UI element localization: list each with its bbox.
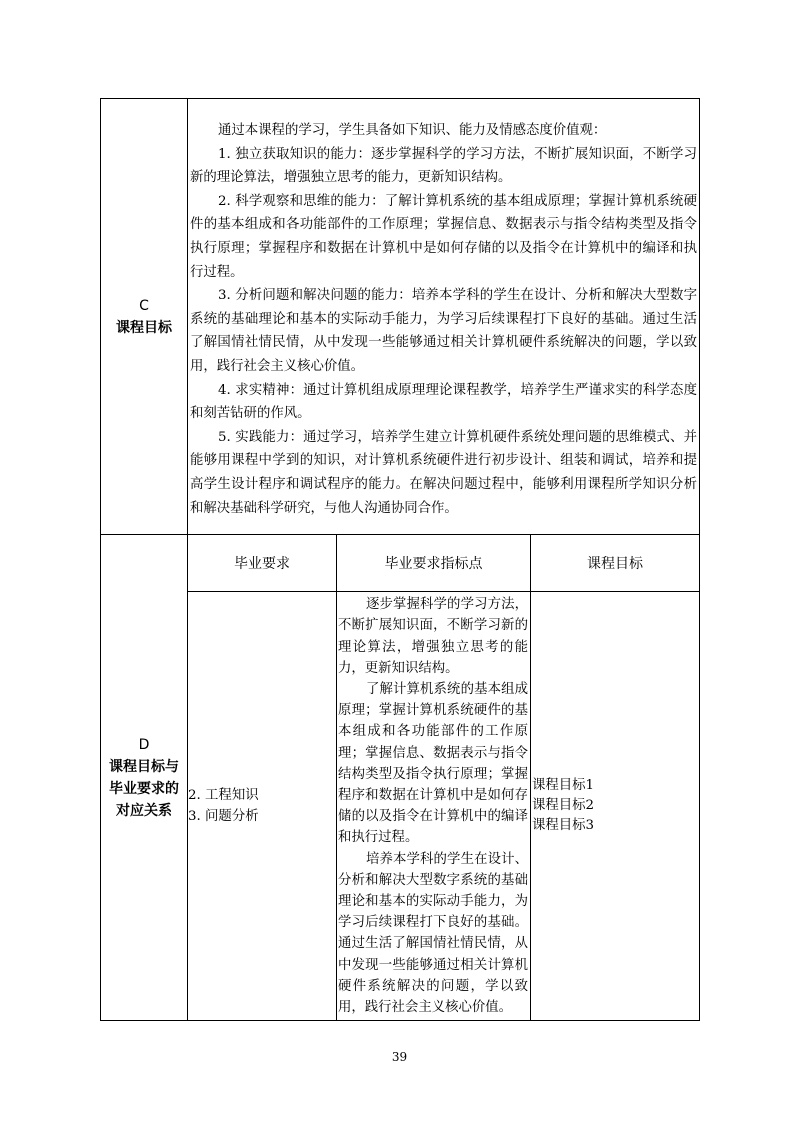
mapping-table xyxy=(188,535,699,1020)
course-goal-item: 1. 独立获取知识的能力：逐步掌握科学的学习方法，不断扩展知识面，不断学习新的理论算法，增强独立思考的能力，更新知识结构。 xyxy=(190,146,697,186)
indicator-item: 了解计算机系统的基本组成原理；掌握计算机系统硬件的基本组成和各功能部件的工作原理；掌握信息、数据表示与指令结构类型及指令执行原理；掌握程序和数据在计算机中是如何存储的以及指令在计算机中的编译和执行过程。 xyxy=(338,681,528,846)
section-c-row xyxy=(101,99,700,535)
section-c-letter: C xyxy=(139,297,149,314)
section-d-row xyxy=(101,535,700,1021)
requirements-cell xyxy=(188,592,337,1021)
header-indicator: 毕业要求指标点 xyxy=(337,535,531,592)
section-d-title-line: 对应关系 xyxy=(116,802,172,819)
course-goal-intro: 通过本课程的学习，学生具备如下知识、能力及情感态度价值观： xyxy=(218,123,607,138)
section-d-title-line: 课程目标与 xyxy=(109,758,179,775)
course-goal-item: 5. 实践能力：通过学习，培养学生建立计算机硬件系统处理问题的思维模式、并能够用课程中学到的知识，对计算机系统硬件进行初步设计、组装和调试，培养和提高学生设计程序和调试程序的能力。在解决问题过程中，能够利用课程所学知识分析和解决基础科学研究，与他人沟通协同合作。 xyxy=(190,429,697,516)
page-number: 39 xyxy=(391,1050,408,1064)
mapping-data-row xyxy=(188,592,699,1021)
requirement-item: 3. 问题分析 xyxy=(188,809,259,825)
mapping-header-row xyxy=(188,535,699,592)
course-goal-item: 2. 科学观察和思维的能力：了解计算机系统的基本组成原理；掌握计算机系统硬件的基本组成和各功能部件的工作原理；掌握信息、数据表示与指令结构类型及指令执行原理；掌握程序和数据在计算机中是如何存储的以及指令在计算机中的编译和执行过程。 xyxy=(190,193,697,280)
requirement-item: 2. 工程知识 xyxy=(188,788,259,804)
header-requirement: 毕业要求 xyxy=(188,535,337,592)
indicator-item: 培养本学科的学生在设计、分析和解决大型数字系统的基础理论和基本的实际动手能力，为学习后续课程打下良好的基础。通过生活了解国情社情民情，从中发现一些能够通过相关计算机硬件系统解决的问题，学以致用，践行社会主义核心价值。 xyxy=(338,851,528,1015)
header-goal: 课程目标 xyxy=(531,535,700,592)
section-d-label xyxy=(101,535,188,1021)
mapping-cell xyxy=(188,535,700,1021)
indicators-cell xyxy=(337,592,531,1021)
goals-cell xyxy=(531,592,700,1021)
goal-item: 课程目标3 xyxy=(532,818,595,834)
course-goal-item: 3. 分析问题和解决问题的能力：培养本学科的学生在设计、分析和解决大型数字系统的基础理论和基本的实际动手能力，为学习后续课程打下良好的基础。通过生活了解国情社情民情，从中发现一些能够通过相关计算机硬件系统解决的问题，学以致用，践行社会主义核心价值。 xyxy=(190,288,697,374)
section-d-title-line: 毕业要求的 xyxy=(109,780,179,797)
syllabus-table xyxy=(100,98,700,1021)
goal-item: 课程目标2 xyxy=(532,798,595,814)
indicator-item: 逐步掌握科学的学习方法，不断扩展知识面，不断学习新的理论算法，增强独立思考的能力，更新知识结构。 xyxy=(338,597,528,676)
section-c-label xyxy=(101,99,188,535)
goal-item: 课程目标1 xyxy=(532,778,595,794)
section-d-letter: D xyxy=(138,736,150,753)
section-c-title: 课程目标 xyxy=(116,319,172,336)
course-goal-item: 4. 求实精神：通过计算机组成原理理论课程教学，培养学生严谨求实的科学态度和刻苦钻研的作风。 xyxy=(190,382,697,422)
section-c-content xyxy=(188,99,700,535)
